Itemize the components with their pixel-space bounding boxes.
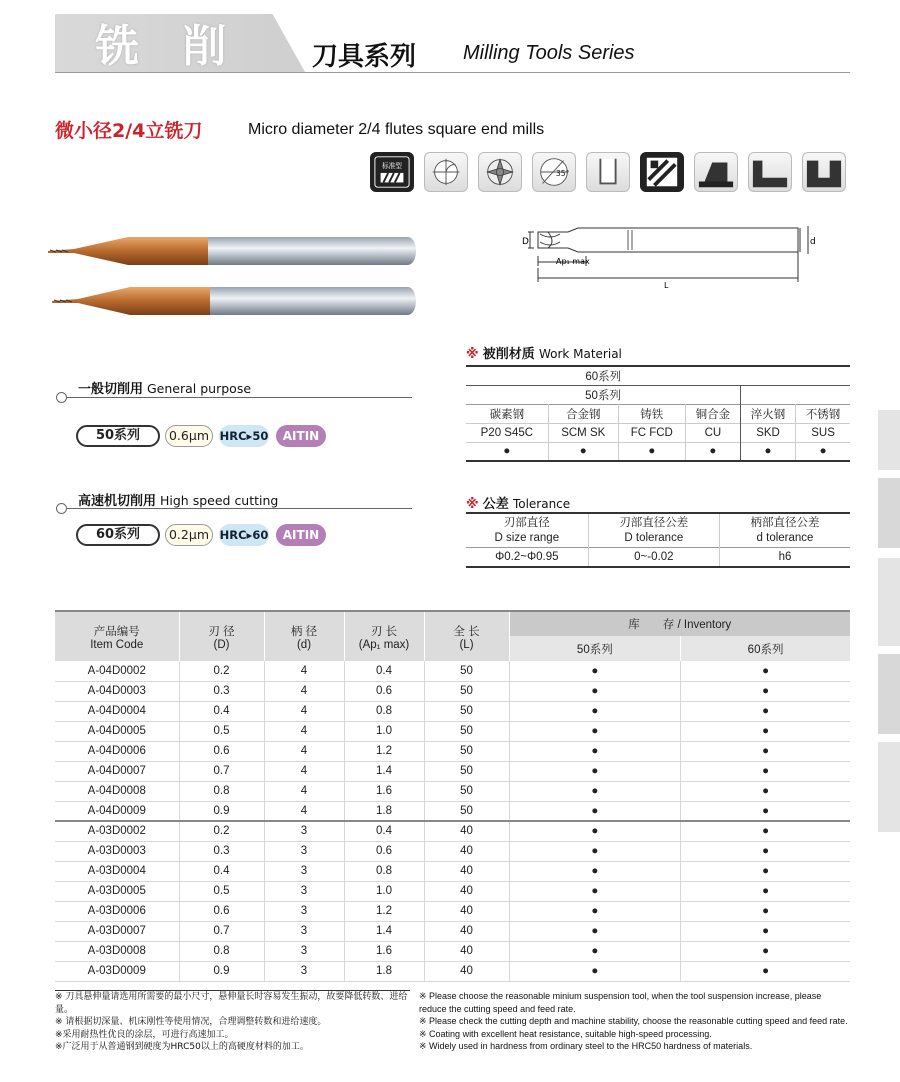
table-cell: 0.6 xyxy=(344,681,424,701)
table-cell: ● xyxy=(681,681,850,701)
col-d: 刃 径 (D) xyxy=(179,611,264,661)
svg-text:标准型: 标准型 xyxy=(382,162,402,171)
tol-header-cn: 柄部直径公差 xyxy=(720,513,850,530)
purpose-general-label: 一般切削用 General purpose xyxy=(78,381,252,397)
footnote: ※ Coating with excellent heat resistance, suitable high-speed processing. xyxy=(419,1028,712,1039)
material-cell: 铸铁 xyxy=(618,404,685,423)
groove-icon xyxy=(802,152,846,192)
col-series50: 50系列 xyxy=(509,636,681,661)
table-cell: ● xyxy=(509,661,681,681)
table-cell: ● xyxy=(509,901,681,921)
grade-cell: SCM SK xyxy=(548,423,618,442)
table-cell: 40 xyxy=(424,901,509,921)
footnote: ※ Please check the cutting depth and machine stability, choose the reasonable cutting speed and feed rate. xyxy=(419,1016,848,1026)
table-cell: 3 xyxy=(264,901,344,921)
series50-header: 50系列 xyxy=(466,385,740,404)
product-title-cn: 微小径2/4立铣刀 xyxy=(55,120,203,142)
table-cell: 1.6 xyxy=(344,781,424,801)
table-cell: 50 xyxy=(424,661,509,681)
grade-cell: SUS xyxy=(796,423,850,442)
table-cell: 40 xyxy=(424,821,509,841)
table-row xyxy=(55,861,850,881)
table-cell: 0.3 xyxy=(179,681,264,701)
table-cell: 40 xyxy=(424,941,509,961)
table-cell: A-04D0004 xyxy=(55,701,179,721)
standard-type-icon xyxy=(370,152,414,192)
footnote: ※ 刀具悬伸量请选用所需要的最小尺寸，悬伸量长时容易发生振动，故要降低转数、进给量。 xyxy=(55,992,408,1015)
table-cell: 0.8 xyxy=(344,861,424,881)
table-cell: ● xyxy=(681,761,850,781)
table-cell: 1.4 xyxy=(344,921,424,941)
tolerance-title: ※ 公差 Tolerance xyxy=(466,497,571,512)
table-cell: 0.7 xyxy=(179,921,264,941)
tol-header-cn: 刃部直径公差 xyxy=(588,513,719,530)
grade-cell: SKD xyxy=(740,423,795,442)
mark-cell: ● xyxy=(548,442,618,461)
table-cell: ● xyxy=(681,781,850,801)
table-cell: 0.6 xyxy=(344,841,424,861)
table-cell: 0.4 xyxy=(344,661,424,681)
table-cell: A-03D0005 xyxy=(55,881,179,901)
series-60-badge: 60系列 xyxy=(76,524,160,546)
table-cell: ● xyxy=(681,901,850,921)
table-cell: 0.8 xyxy=(179,781,264,801)
table-cell: A-04D0007 xyxy=(55,761,179,781)
square-end-icon xyxy=(586,152,630,192)
purpose-divider xyxy=(62,397,412,398)
table-cell: 0.8 xyxy=(179,941,264,961)
svg-text:35°: 35° xyxy=(555,168,570,178)
table-cell: 0.4 xyxy=(179,861,264,881)
table-cell: ● xyxy=(509,741,681,761)
table-cell: 4 xyxy=(264,741,344,761)
mark-cell: ● xyxy=(796,442,850,461)
mark-cell: ● xyxy=(503,445,511,458)
table-cell: 50 xyxy=(424,681,509,701)
material-cell: 碳素钢 xyxy=(489,408,525,421)
table-cell: 4 xyxy=(264,801,344,821)
header-big-title: 铣 削 xyxy=(95,21,241,72)
side-tab xyxy=(878,558,900,646)
table-cell: A-03D0009 xyxy=(55,961,179,981)
slotting-icon xyxy=(694,152,738,192)
table-cell: 0.5 xyxy=(179,881,264,901)
table-cell: 1.0 xyxy=(344,881,424,901)
table-row xyxy=(55,701,850,721)
col-ap: 刃 长 (Ap₁ max) xyxy=(344,611,424,661)
dimension-diagram xyxy=(518,218,848,290)
table-cell: ● xyxy=(509,681,681,701)
table-cell: ● xyxy=(681,801,850,821)
table-cell: ● xyxy=(509,721,681,741)
side-milling-icon xyxy=(748,152,792,192)
table-cell: 3 xyxy=(264,841,344,861)
table-cell: 50 xyxy=(424,801,509,821)
table-cell: 0.7 xyxy=(179,761,264,781)
grade-cell: CU xyxy=(685,423,740,442)
table-cell: A-03D0007 xyxy=(55,921,179,941)
table-row xyxy=(55,821,850,841)
table-cell: 4 xyxy=(264,681,344,701)
table-cell: 1.8 xyxy=(344,961,424,981)
table-cell: 3 xyxy=(264,921,344,941)
table-cell: 1.8 xyxy=(344,801,424,821)
purpose-bullet xyxy=(56,503,67,514)
product-title-en: Micro diameter 2/4 flutes square end mills xyxy=(248,121,545,138)
side-tab xyxy=(878,654,900,734)
table-cell: A-04D0006 xyxy=(55,741,179,761)
col-l: 全 长 (L) xyxy=(424,611,509,661)
table-row xyxy=(55,741,850,761)
hrc-badge: HRC▸60 xyxy=(219,524,269,546)
header-divider xyxy=(55,72,850,73)
table-cell: ● xyxy=(681,861,850,881)
work-material-title: ※ 被削材质 Work Material xyxy=(466,347,622,362)
tol-header-cn: 刃部直径 xyxy=(503,517,550,529)
table-cell: 40 xyxy=(424,921,509,941)
table-cell: 1.4 xyxy=(344,761,424,781)
table-cell: ● xyxy=(681,961,850,981)
material-cell: 合金钢 xyxy=(548,404,618,423)
table-cell: A-03D0006 xyxy=(55,901,179,921)
table-cell: ● xyxy=(509,861,681,881)
tolerance-table xyxy=(466,512,850,568)
table-row xyxy=(55,841,850,861)
table-cell: 3 xyxy=(264,961,344,981)
four-flute-icon xyxy=(478,152,522,192)
table-row xyxy=(55,961,850,981)
footnotes-cn xyxy=(55,990,410,1054)
table-row xyxy=(55,941,850,961)
table-cell: 3 xyxy=(264,881,344,901)
table-cell: 50 xyxy=(424,781,509,801)
aitin-badge: AITIN xyxy=(276,425,326,447)
table-cell: ● xyxy=(509,921,681,941)
table-cell: 0.2 xyxy=(179,821,264,841)
side-tab xyxy=(878,410,900,470)
table-row xyxy=(55,761,850,781)
svg-text:d: d xyxy=(810,237,816,247)
table-cell: ● xyxy=(509,881,681,901)
material-cell: 铜合金 xyxy=(685,404,740,423)
table-cell: 40 xyxy=(424,861,509,881)
header-title-cn: 刀具系列 xyxy=(312,42,417,72)
table-cell: A-04D0009 xyxy=(55,801,179,821)
table-cell: 0.8 xyxy=(344,701,424,721)
coating-thickness-badge: 0.2μm xyxy=(165,524,213,546)
table-cell: ● xyxy=(509,701,681,721)
table-cell: ● xyxy=(681,741,850,761)
table-cell: 0.3 xyxy=(179,841,264,861)
table-cell: 1.2 xyxy=(344,901,424,921)
mark-cell: ● xyxy=(685,442,740,461)
table-row xyxy=(55,781,850,801)
table-row xyxy=(55,881,850,901)
col-shank: 柄 径 (d) xyxy=(264,611,344,661)
table-cell: ● xyxy=(509,761,681,781)
table-cell: ● xyxy=(509,841,681,861)
table-cell: 4 xyxy=(264,721,344,741)
table-cell: 4 xyxy=(264,761,344,781)
table-row xyxy=(55,681,850,701)
table-cell: A-03D0002 xyxy=(55,821,179,841)
table-cell: 40 xyxy=(424,881,509,901)
col-item-code: 产品编号 Item Code xyxy=(55,611,179,661)
table-cell: ● xyxy=(681,821,850,841)
table-cell: A-03D0008 xyxy=(55,941,179,961)
table-cell: 3 xyxy=(264,941,344,961)
coating-thickness-badge: 0.6μm xyxy=(165,425,213,447)
table-cell: 4 xyxy=(264,661,344,681)
table-cell: A-04D0003 xyxy=(55,681,179,701)
grade-cell: P20 S45C xyxy=(480,426,534,439)
purpose-highspeed-label: 高速机切削用 High speed cutting xyxy=(78,493,279,509)
tol-value: 0~-0.02 xyxy=(588,547,719,567)
series-50-badge: 50系列 xyxy=(76,425,160,447)
table-cell: 0.6 xyxy=(179,741,264,761)
footnote: ※广泛用于从普通钢到硬度为HRC50以上的高硬度材料的加工。 xyxy=(55,1042,309,1052)
table-cell: 40 xyxy=(424,841,509,861)
inventory-table xyxy=(55,610,850,982)
table-cell: 1.2 xyxy=(344,741,424,761)
footnote: ※ Please choose the reasonable minium suspension tool, when the tool suspension increase, please reduce the cutting speed and feed rate. xyxy=(419,991,822,1014)
table-cell: A-04D0002 xyxy=(55,661,179,681)
tol-value: Φ0.2~Φ0.95 xyxy=(495,550,559,563)
table-cell: 3 xyxy=(264,821,344,841)
tol-value: h6 xyxy=(720,547,850,567)
table-cell: 3 xyxy=(264,861,344,881)
footnote: ※ Widely used in hardness from ordinary steel to the HRC50 hardness of materials. xyxy=(419,1041,753,1051)
tol-header-en: d tolerance xyxy=(720,530,850,547)
carbide-icon xyxy=(640,152,684,192)
table-cell: A-03D0003 xyxy=(55,841,179,861)
table-cell: ● xyxy=(509,801,681,821)
end-mill-illustration xyxy=(48,225,428,325)
table-cell: 0.2 xyxy=(179,661,264,681)
table-cell: 0.4 xyxy=(179,701,264,721)
table-cell: ● xyxy=(681,701,850,721)
table-row xyxy=(55,901,850,921)
table-cell: 0.9 xyxy=(179,961,264,981)
purpose-bullet xyxy=(56,392,67,403)
table-cell: 50 xyxy=(424,741,509,761)
table-cell: 0.4 xyxy=(344,821,424,841)
table-cell: 4 xyxy=(264,781,344,801)
side-tab xyxy=(878,478,900,548)
footnote: ※采用耐热性优良的涂层，可进行高速加工。 xyxy=(55,1029,234,1040)
svg-text:D: D xyxy=(522,237,529,247)
material-cell: 淬火钢 xyxy=(740,404,795,423)
table-cell: ● xyxy=(681,661,850,681)
mark-cell: ● xyxy=(740,442,795,461)
helix-35-icon xyxy=(532,152,576,192)
table-cell: 4 xyxy=(264,701,344,721)
flute-cross-section-icon xyxy=(424,152,468,192)
table-cell: ● xyxy=(509,961,681,981)
footnotes-en xyxy=(419,990,850,1053)
svg-text:Ap₁ max: Ap₁ max xyxy=(556,257,590,266)
table-cell: 50 xyxy=(424,701,509,721)
col-inventory: 库 存 / Inventory xyxy=(509,611,850,636)
material-cell: 不锈钢 xyxy=(796,404,850,423)
grade-cell: FC FCD xyxy=(618,423,685,442)
table-cell: 0.9 xyxy=(179,801,264,821)
footnote: ※ 请根据切深量、机床刚性等使用情况，合理调整转数和进给速度。 xyxy=(55,1017,327,1027)
table-row xyxy=(55,801,850,821)
svg-text:L: L xyxy=(664,281,669,290)
table-row xyxy=(55,721,850,741)
table-row xyxy=(55,921,850,941)
header-title-en: Milling Tools Series xyxy=(463,42,635,64)
table-cell: 0.6 xyxy=(179,901,264,921)
work-material-table xyxy=(466,365,850,462)
col-series60: 60系列 xyxy=(681,636,850,661)
table-cell: ● xyxy=(681,721,850,741)
table-cell: 50 xyxy=(424,761,509,781)
table-cell: 40 xyxy=(424,961,509,981)
hrc-badge: HRC▸50 xyxy=(219,425,269,447)
table-cell: A-04D0005 xyxy=(55,721,179,741)
series60-header: 60系列 xyxy=(585,370,622,383)
tol-header-en: D size range xyxy=(494,532,560,545)
tol-header-en: D tolerance xyxy=(588,530,719,547)
table-cell: A-04D0008 xyxy=(55,781,179,801)
side-tab xyxy=(878,742,900,832)
table-cell: ● xyxy=(509,821,681,841)
aitin-badge: AITIN xyxy=(276,524,326,546)
table-cell: ● xyxy=(509,941,681,961)
table-cell: 1.6 xyxy=(344,941,424,961)
table-cell: ● xyxy=(681,941,850,961)
table-cell: ● xyxy=(681,921,850,941)
mark-cell: ● xyxy=(618,442,685,461)
table-cell: ● xyxy=(681,881,850,901)
table-cell: 50 xyxy=(424,721,509,741)
table-cell: 1.0 xyxy=(344,721,424,741)
table-cell: 0.5 xyxy=(179,721,264,741)
table-row xyxy=(55,661,850,681)
table-cell: ● xyxy=(681,841,850,861)
table-cell: A-03D0004 xyxy=(55,861,179,881)
table-cell: ● xyxy=(509,781,681,801)
